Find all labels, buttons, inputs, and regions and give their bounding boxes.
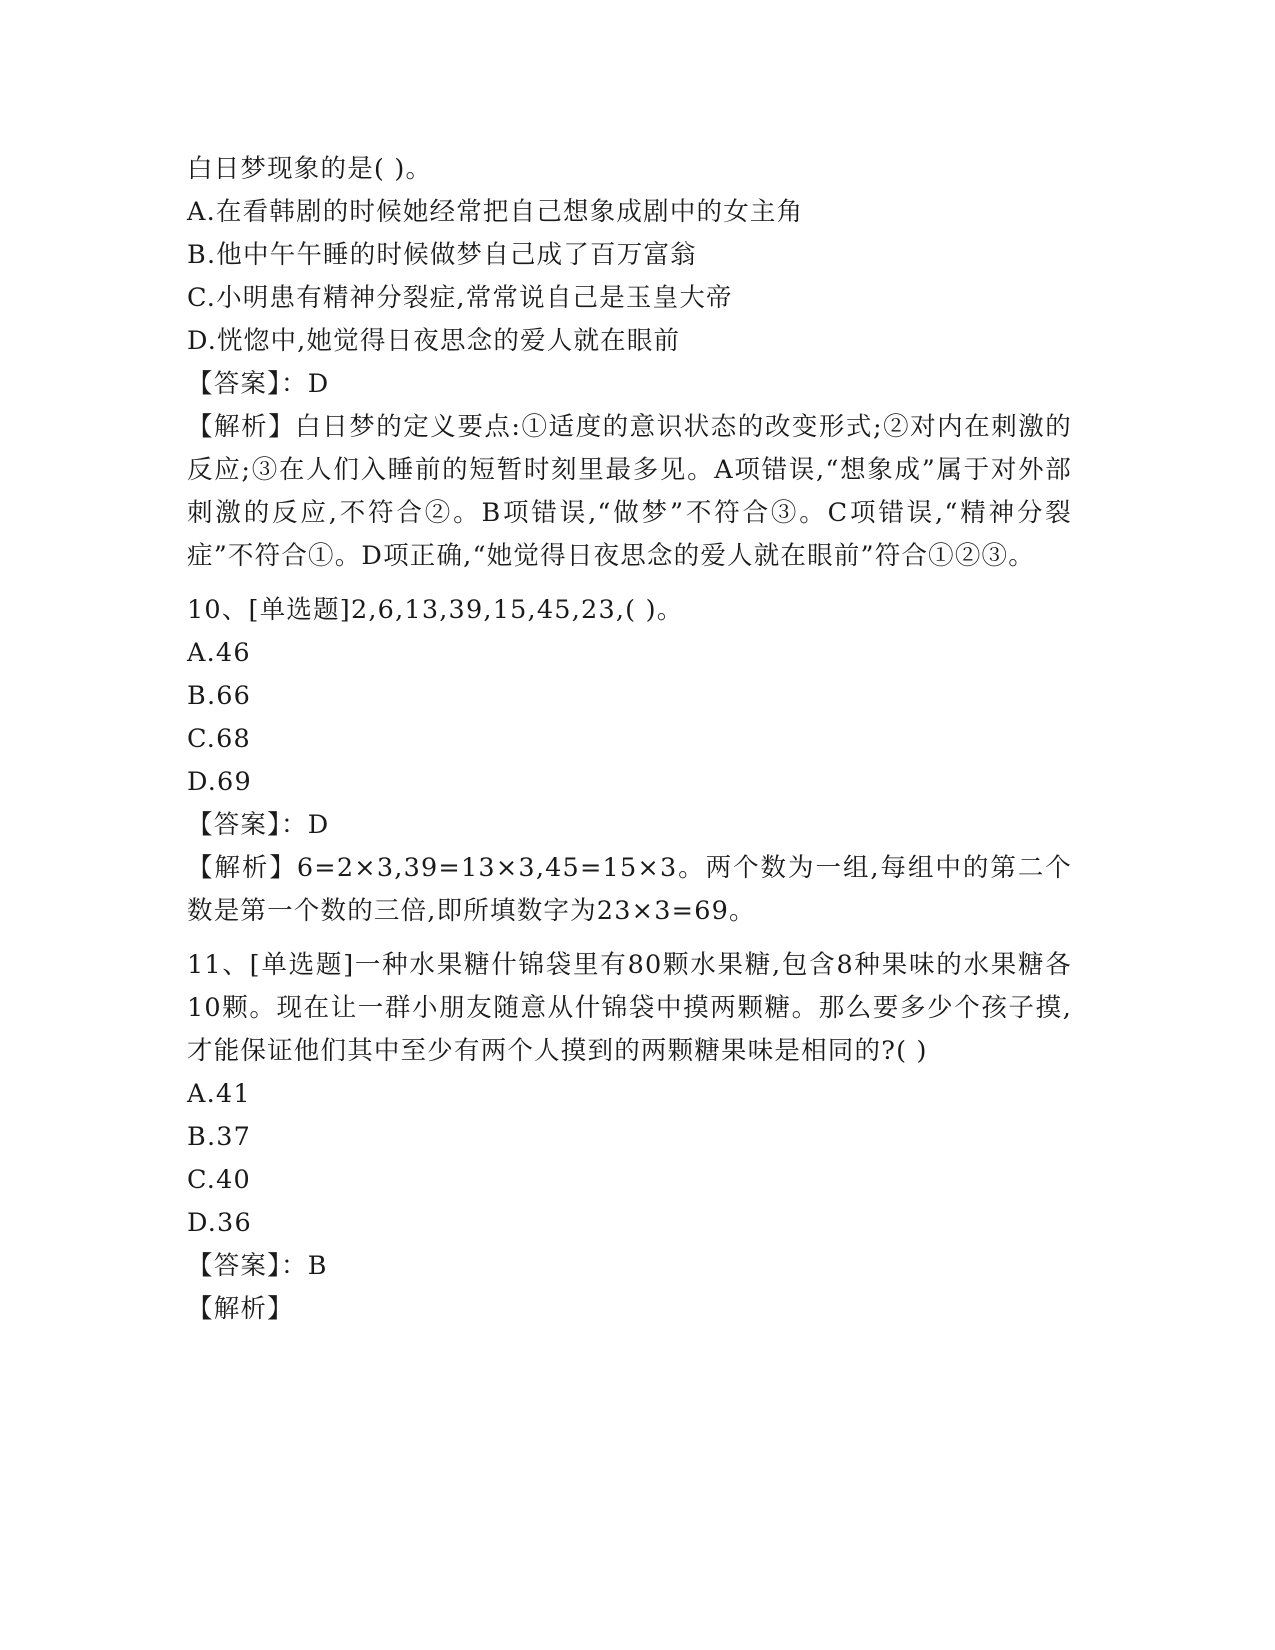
option-d: D.36 xyxy=(187,1208,252,1238)
option-b: B.37 xyxy=(187,1122,252,1152)
question-9 xyxy=(187,148,1087,578)
option-c: C.小明患有精神分裂症,常常说自己是玉皇大帝 xyxy=(187,283,733,313)
analysis: 【解析】白日梦的定义要点:①适度的意识状态的改变形式;②对内在刺激的反应;③在人们入睡前的短暂时刻里最多见。A项错误,“想象成”属于对外部刺激的反应,不符合②。B项错误,“做梦”不符合③。C项错误,“精神分裂症”不符合①。D项正确,“她觉得日夜思念的爱人就在眼前”符合①②③。 xyxy=(187,412,1072,571)
question-11 xyxy=(187,944,1087,1331)
option-a: A.41 xyxy=(187,1079,251,1109)
question-stem: 10、[单选题]2,6,13,39,15,45,23,( )。 xyxy=(187,595,684,625)
question-10 xyxy=(187,589,1087,933)
option-d: D.恍惚中,她觉得日夜思念的爱人就在眼前 xyxy=(187,326,681,356)
option-b: B.他中午午睡的时候做梦自己成了百万富翁 xyxy=(187,240,697,270)
option-a: A.46 xyxy=(187,638,251,668)
document-page xyxy=(187,148,1087,1331)
option-b: B.66 xyxy=(187,681,252,711)
answer: 【答案】：D xyxy=(187,369,330,399)
analysis: 【解析】 xyxy=(187,1294,294,1324)
answer: 【答案】：D xyxy=(187,810,330,840)
answer: 【答案】：B xyxy=(187,1251,328,1281)
option-c: C.68 xyxy=(187,724,251,754)
option-d: D.69 xyxy=(187,767,252,797)
option-a: A.在看韩剧的时候她经常把自己想象成剧中的女主角 xyxy=(187,197,804,227)
analysis: 【解析】6=2×3,39=13×3,45=15×3。两个数为一组,每组中的第二个数是第一个数的三倍,即所填数字为23×3=69。 xyxy=(187,853,1072,926)
option-c: C.40 xyxy=(187,1165,251,1195)
question-stem: 11、[单选题]一种水果糖什锦袋里有80颗水果糖,包含8种果味的水果糖各10颗。现在让一群小朋友随意从什锦袋中摸两颗糖。那么要多少个孩子摸,才能保证他们其中至少有两个人摸到的两颗糖果味是相同的?( ) xyxy=(187,950,1072,1066)
question-stem: 白日梦现象的是( )。 xyxy=(187,154,433,184)
